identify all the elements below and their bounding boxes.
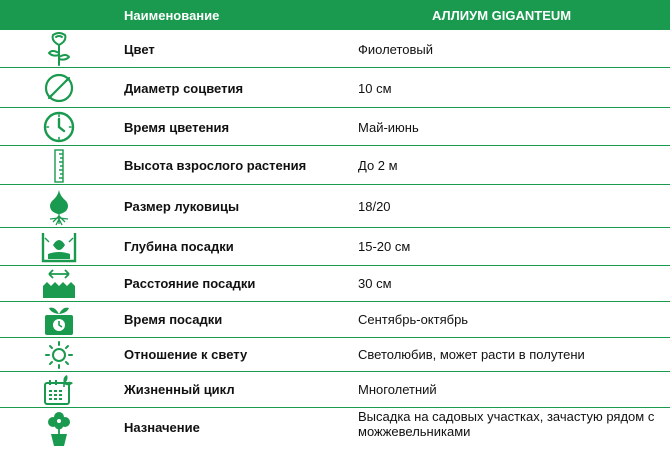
row-label: Диаметр соцветия bbox=[124, 81, 244, 96]
table-row bbox=[0, 266, 670, 302]
row-value: Высадка на садовых участках, зачастую рядом с можжевельниками bbox=[358, 409, 655, 439]
row-value: Сентябрь-октябрь bbox=[358, 312, 469, 327]
row-value: 18/20 bbox=[358, 199, 391, 214]
rose-icon bbox=[38, 32, 80, 66]
row-label: Жизненный цикл bbox=[124, 382, 235, 397]
row-value: Светолюбив, может расти в полутени bbox=[358, 347, 585, 362]
row-label: Высота взрослого растения bbox=[124, 158, 307, 173]
spacing-icon bbox=[38, 267, 80, 301]
row-label: Глубина посадки bbox=[124, 239, 234, 254]
table-header bbox=[0, 0, 670, 30]
row-value: Фиолетовый bbox=[358, 42, 434, 57]
row-value: 30 см bbox=[358, 276, 392, 291]
row-value: Май-июнь bbox=[358, 120, 419, 135]
table-row bbox=[0, 68, 670, 108]
bulb-icon bbox=[38, 187, 80, 226]
clock-icon bbox=[38, 109, 80, 145]
sun-icon bbox=[38, 339, 80, 371]
row-value: Многолетний bbox=[358, 382, 437, 397]
ruler-icon bbox=[38, 148, 80, 183]
row-value: 15-20 см bbox=[358, 239, 411, 254]
row-label: Размер луковицы bbox=[124, 199, 240, 214]
diameter-icon bbox=[38, 70, 80, 106]
life-cycle-icon bbox=[38, 373, 80, 407]
row-value: 10 см bbox=[358, 81, 392, 96]
header-name: Наименование bbox=[124, 8, 220, 23]
table-row bbox=[0, 108, 670, 146]
row-value: До 2 м bbox=[358, 158, 398, 173]
row-label: Цвет bbox=[124, 42, 155, 57]
row-label: Время посадки bbox=[124, 312, 223, 327]
header-value: АЛЛИУМ GIGANTEUM bbox=[432, 8, 572, 23]
planting-depth-icon bbox=[38, 229, 80, 265]
row-label: Отношение к свету bbox=[124, 347, 248, 362]
row-label: Расстояние посадки bbox=[124, 276, 256, 291]
table-row bbox=[0, 146, 670, 185]
row-label: Время цветения bbox=[124, 120, 230, 135]
table-row bbox=[0, 228, 670, 266]
table-row bbox=[0, 372, 670, 408]
table-row bbox=[0, 338, 670, 372]
table-row bbox=[0, 408, 670, 449]
flower-pot-icon bbox=[38, 410, 80, 447]
planting-time-icon bbox=[38, 303, 80, 337]
row-label: Назначение bbox=[124, 420, 200, 435]
table-row bbox=[0, 185, 670, 228]
table-row bbox=[0, 302, 670, 338]
table-row bbox=[0, 30, 670, 68]
